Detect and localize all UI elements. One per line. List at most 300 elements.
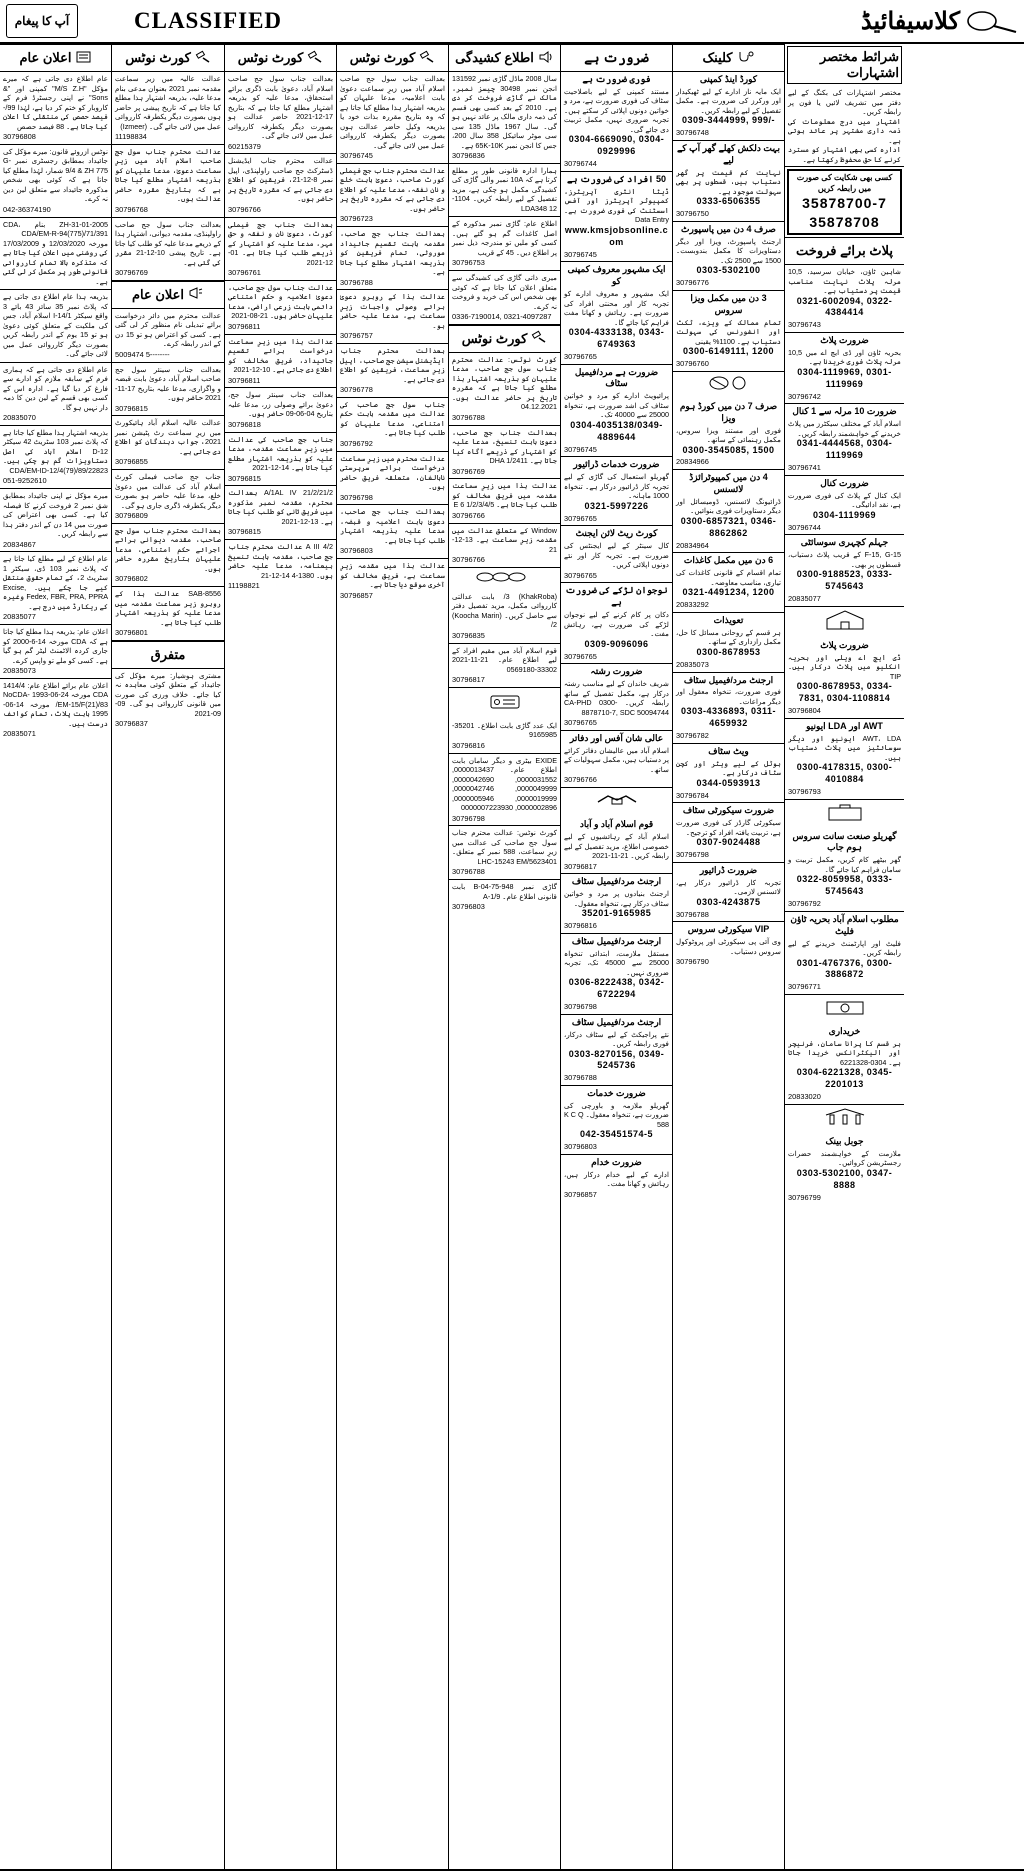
- ad-headline: تعویذات: [713, 614, 744, 625]
- ad-headline: ضرورت ہے مرد/فیمیل سٹاف: [574, 366, 659, 389]
- ad-phone: 0307-9024488: [696, 837, 761, 848]
- ad-reference: 30796799: [788, 1192, 821, 1202]
- ad-reference: 30796815: [228, 473, 261, 483]
- section-title: اطلاع کشیدگی: [455, 50, 534, 65]
- ad-headline: ضرورت کنال: [820, 477, 869, 488]
- ad-reference: 30796753: [452, 258, 485, 268]
- section-header-court-notice: [337, 44, 448, 72]
- ad-item: جہلم کچہری سوسائٹی F-15, G-15 کے قریب پلاٹ دستیاب، قسطوں پر بھی۔ 0300-9188523, 0333-5745643 20835077: [785, 535, 904, 606]
- ad-item: A III 4/2 عدالت محترم جناب جج صاحب، مقدمہ بابت تنسیخ بیعنامہ، مدعا علیہ حاضر ہوں۔ 1380-4 14-12-21 11198821: [228, 542, 334, 591]
- ad-phone: 0303-8270156, 0349-5245736: [568, 1048, 665, 1071]
- ad-phone: 35201-9165985: [581, 908, 652, 919]
- ad-item: ارجنٹ مرد/فیمیل سٹاف فوری ضرورت، تنخواہ معقول اور دیگر مراعات۔ 0303-4336893, 0311-4659932 30796782: [673, 673, 784, 744]
- ad-item: تعویذات ہر قسم کے روحانی مسائل کا حل، مکمل رازداری کے ساتھ۔ 0300-8678953 20835073: [673, 613, 784, 673]
- column-terms-and-property: [784, 44, 904, 1869]
- ad-item: عدالت محترم جناب جج فیملی کورٹ صاحب، دعویٰ بابت خلع و نان نفقہ، مدعا علیہ کو اطلاع دی جاتی ہے کہ مقررہ تاریخ پر حاضر ہوں۔ 30796723: [337, 164, 448, 227]
- ad-reference: 30796836: [452, 151, 485, 160]
- ad-reference: 30796817: [452, 675, 485, 685]
- ad-reference: 30796815: [228, 527, 261, 537]
- page-title-en: CLASSIFIED: [134, 8, 283, 33]
- ad-item: عام اطلاع کے لیے مطلع کیا جاتا ہے کہ پلاٹ نمبر 103 ڈی، سیکٹر 1 سٹریٹ 2، کے تمام حقوق منتقل کیے جا چکے ہیں۔ Excise, Fedex, FBR, PRA, PPRA وغیرہ کے ریکارڈ میں درج ہے۔ 20835077: [0, 552, 111, 625]
- ad-phone: 0304-6669090, 0304-0929996: [568, 134, 665, 157]
- section-title: کورٹ نوٹس: [125, 50, 191, 65]
- ad-phone: 0304-6221328, 0345-2201013: [796, 1067, 893, 1090]
- ad-item: Window کے متعلق عدالت میں مقدمہ زیرِ سماعت ہے۔ 13-12-21 30796766: [449, 524, 560, 568]
- ad-headline: صرف 4 دن میں پاسپورٹ: [681, 223, 776, 234]
- ad-headline: 50 افراد کی ضرورت ہے: [566, 173, 667, 184]
- ad-item: نوجوان لڑکے کی ضرورت ہے دکان پر کام کرنے کے لیے نوجوان لڑکے کی ضرورت ہے، رہائش مفت۔ 0309-9096096 30796765: [561, 583, 672, 664]
- ad-reference: 5009474 5--------: [115, 349, 170, 359]
- ad-item: 6 دن میں مکمل کاغذات تمام اقسام کے قانونی کاغذات کی تیاری، مناسب معاوضہ۔ 0321-4491234, 1200 20833292: [673, 553, 784, 613]
- ad-item: 2/A/1AL IV 21/2/21 بعدالت محترم، مقدمہ نمبر مذکورہ میں فریق ثانی کو طلب کیا جاتا ہے۔ 13-12-2021 30796815: [225, 486, 336, 540]
- ad-reference: 20835073: [676, 659, 709, 669]
- ad-item: بعدالت جناب جج صاحب، مقدمہ بابت تقسیم جائیداد موروثی، تمام فریقین کو بذریعہ اشتہار مطلع کیا جاتا ہے۔ 30796788: [337, 227, 448, 290]
- ad-item: بعدالت جناب سینئر سول جج، دعویٰ برائے وصولی زر، مدعا علیہ بتاریخ 04-06-09 حاضر ہوں۔ 30796818: [225, 388, 336, 432]
- chain-icon-row: [449, 568, 560, 590]
- ad-item: شاہین ٹاؤن، خیابان سرسید، 10,5 مرلہ پلاٹ نہایت مناسب قیمت پر دستیاب ہے۔ 0321-6002094, 0322-4384414 30796743: [785, 265, 904, 333]
- ad-reference: 20833020: [788, 1092, 821, 1102]
- ad-reference: 30796790: [676, 957, 709, 967]
- ad-headline: ضرورت سیکورٹی سٹاف: [682, 805, 775, 816]
- ad-item: عام اطلاع دی جاتی ہے کہ میرے مؤکل "M/S Z.H" کمپنی اور "& Sons" نے اپنی رجسٹرڈ فرم کے کاروبار کو ختم کر دیا ہے، لہٰذا 99/- فیصد حصص کی منتقلی کا اعلان کیا جاتا ہے۔ 88 فیصد حصص 30796808: [0, 72, 111, 145]
- ad-item: بعدالت جناب سینئر سول جج صاحب اسلام آباد، دعویٰ بابت قبضہ و واگزاری، مدعا علیہ بتاریخ 17-11-2021 حاضر ہوں۔ 30796815: [112, 363, 224, 417]
- ad-reference: 30796857: [340, 590, 373, 600]
- ad-reference: 30796766: [452, 555, 485, 565]
- ad-item: ویٹ سٹاف ہوٹل کے لیے ویٹر اور کچن سٹاف درکار ہے۔ 0344-0593913 30796784: [673, 744, 784, 804]
- ad-item: جناب جج صاحب فیملی کورٹ اسلام آباد کی عدالت میں دعویٰ خلع، مدعا علیہ حاضر ہو بصورت دیگر یکطرفہ ڈگری جاری ہو گی۔ 30796809: [112, 470, 224, 524]
- ad-phone: 0333-6506355: [696, 196, 761, 207]
- ad-reference: 30796792: [788, 899, 821, 909]
- ad-item: عدالت محترم میں دائر درخواست برائے تبدیلی نام منظور کر لی گئی ہے۔ کسی کو اعتراض ہو تو 15 دن کے اندر رابطہ کرے۔ 5009474 5--------: [112, 309, 224, 363]
- ad-headline: 4 دن میں کمپیوٹرائزڈ لائسنس: [689, 472, 768, 495]
- ad-headline: مطلوب اسلام آباد بحریہ ٹاؤن فلیٹ: [790, 913, 899, 936]
- ad-item: صرف 4 دن میں پاسپورٹ ارجنٹ پاسپورٹ، ویزا اور دیگر دستاویزات کا مکمل بندوبست۔ 1500 سے 2500 تک۔ 0303-5302100 30796776: [673, 222, 784, 291]
- ad-item: عدالت ہذا میں زیرِ سماعت درخواست برائے تقسیم جائیداد، فریق مخالف کو اطلاع دی جاتی ہے۔ 10-12-2021 30796811: [225, 335, 336, 389]
- ad-phone: 0309-9096096: [584, 638, 649, 649]
- ad-item: EXIDE بیٹری و دیگر سامان بابت اطلاع عام۔ 0000013437, 0000031552, 0000042690, 0000049999, 0000042746, 0000019999, 0000005946, 0000002896, 0000007223930 30796798: [449, 754, 560, 827]
- terms-item: مختصر اشتہارات کی بکنگ کے لیے دفتر میں تشریف لائیں یا فون پر رابطہ کریں۔: [788, 88, 901, 116]
- ad-reference: 20835077: [788, 593, 821, 603]
- section-title: کورٹ نوٹس: [461, 330, 528, 346]
- ad-phone: 0321-5997226: [584, 500, 649, 511]
- section-header-zarurat-hai: [561, 44, 672, 72]
- ad-item: صرف 7 دن میں کورڈ ہوم ویزا فوری اور مستند ویزا سروس، مکمل رہنمائی کے ساتھ۔ 0300-3545085, 1500 20834966: [673, 399, 784, 470]
- ad-phone: 0322-8059958, 0333-5745643: [796, 874, 893, 897]
- ad-reference: 30796803: [340, 546, 373, 556]
- ad-reference: 30796742: [788, 391, 821, 401]
- section-title: کورٹ نوٹس: [349, 50, 416, 65]
- gavel-icon: [195, 50, 211, 67]
- ad-item: عدالت محترم جناب سول جج صاحب اسلام آباد میں زیرِ سماعت دعویٰ، مدعا علیہان کو بذریعہ اشتہار مطلع کیا جاتا ہے کہ بتاریخ مقررہ حاضر عدالت ہوں۔ 30796768: [112, 145, 224, 218]
- speaker-icon: [538, 50, 554, 67]
- briefcase-icon-row: [785, 800, 904, 829]
- ad-item: ضرورت ہے مرد/فیمیل سٹاف پرائیویٹ ادارے کو مرد و خواتین سٹاف کی اشد ضرورت ہے، تنخواہ 25000 سے 40000 تک۔ 0304-4035138/0349-4889644 30796745: [561, 365, 672, 458]
- ad-item: بعدالت جناب جج فیملی کورٹ، دعویٰ نان و نفقہ و حق مہر، مدعا علیہ کو اشتہار کے ذریعے طلب کیا جاتا ہے۔ 01-12-2021 30796761: [225, 218, 336, 281]
- ad-phone: 0344-0593913: [696, 777, 761, 788]
- section-header-clinic: [673, 44, 784, 72]
- ad-item: ضرورت ڈرائیور تجربہ کار ڈرائیور درکار ہے، لائسنس لازمی۔ 0303-4243875 30796788: [673, 863, 784, 923]
- column-zarurat-hai: [560, 44, 672, 1869]
- scroll-icon: [76, 50, 92, 67]
- ad-item: بذریعہ ہذا عام اطلاع دی جاتی ہے کہ پلاٹ نمبر 35 سائز 43 بائے 3 واقع سیکٹر I-14/1 اسلام آباد، جس کی ملکیت کے متعلق کوئی دعویٰ ہو تو 15 یوم کے اندر رابطہ کریں بصورت دیگر کارروائی عمل میں لائی جائے گی۔: [0, 290, 111, 363]
- house-icon-row: [785, 607, 904, 638]
- ad-reference: 30796766: [452, 510, 485, 520]
- ad-headline: خریداری: [828, 1026, 861, 1037]
- ad-headline: قوم اسلام آباد و آباد: [579, 819, 654, 830]
- section-header-court-notice-2: [449, 325, 560, 353]
- terms-item: ادارہ کسی بھی اشتہار کو مسترد کرنے کا حق محفوظ رکھتا ہے۔: [788, 145, 901, 164]
- masthead: [0, 0, 1024, 44]
- ad-reference: 20835073: [3, 666, 36, 676]
- ad-phone: 0301-4767376, 0300-3886872: [796, 957, 893, 980]
- ad-reference: 11198834: [115, 132, 147, 141]
- ad-phone: 0300-8678953, 0334-7831, 0304-1108814: [796, 681, 893, 703]
- briefcase-icon: [823, 802, 867, 827]
- ad-headline: صرف 7 دن میں کورڈ ہوم ویزا: [679, 400, 778, 423]
- ad-reference: 30796761: [228, 268, 261, 278]
- ad-item: کورڈ اینڈ کمپنی ایک مایہ ناز ادارے کے لیے ٹھیکیدار اور ورکرز کی ضرورت ہے۔ مکمل تفصیل کے لیے رابطہ کریں۔ 0309-3444999, 999/- 30796748: [673, 72, 784, 141]
- ad-headline: ایک مشہور معروف کمپنی کو: [567, 264, 666, 287]
- ad-item: AWT اور LDA ایونیو AWT، LDA ایونیو اور دیگر سوسائٹیز میں پلاٹ دستیاب ہیں۔ 0300-4178315, 0300-4010884 30796793: [785, 719, 904, 800]
- ad-reference: 30796757: [340, 331, 373, 341]
- ad-item: 3 دن میں مکمل ویزا سروس تمام ممالک کے ویزے، ٹکٹ اور انشورنس کی سہولت دستیاب ہے۔ 1100% یقینی 0300-6149111, 1200 30796760: [673, 291, 784, 372]
- ad-item: VIP سیکورٹی سروس وی آئی پی سیکورٹی اور پروٹوکول سروس دستیاب۔ 30796790: [676, 924, 781, 967]
- column-itlaa-kashidgi: [448, 44, 560, 1869]
- ad-reference: 20833292: [676, 600, 709, 610]
- ad-reference: 30796803: [564, 1142, 597, 1152]
- ad-headline: ضرورت 10 مرلہ سے 1 کنال: [792, 406, 897, 417]
- ad-reference: 30796748: [676, 128, 709, 138]
- ad-item: اطلاع عام: گاڑی نمبر مذکورہ کے اصل کاغذات گم ہو گئے ہیں۔ کسی کو ملیں تو مندرجہ ذیل نمبر پر اطلاع دیں۔ 45 کے قریب 30796753: [449, 217, 560, 271]
- ad-item: اعلان عام برائے اطلاع عام: 1414/4 CDA مورخہ 24-06-1993 NoCDA-EM-15/F(21)/83/ مورخہ 14-06-1995 بابت پلاٹ، تمام کوائف درست ہیں۔ 20835071: [3, 680, 108, 739]
- ad-reference: 30796778: [340, 385, 373, 395]
- ad-phone: 0341-4444568, 0304-1119969: [796, 438, 893, 461]
- ad-phone: 0300-3545085, 1500: [682, 444, 775, 455]
- ad-headline: ضرورت رشتہ: [590, 666, 643, 677]
- ad-reference: 30796745: [340, 151, 373, 160]
- ad-reference: 30796745: [564, 444, 597, 454]
- section-title: اعلان عام: [131, 286, 185, 302]
- ad-reference: 30796798: [452, 813, 485, 823]
- ad-phone: 0300-6857321, 0346-8862862: [680, 515, 777, 538]
- ad-headline: ارجنٹ مرد/فیمیل سٹاف: [571, 1016, 662, 1027]
- ad-reference: 30796792: [340, 438, 373, 448]
- section-header-ailan-aam-2: [112, 281, 224, 309]
- gavel-icon: [419, 50, 435, 67]
- ad-reference: 30796771: [788, 982, 821, 992]
- ad-item: میری ذاتی گاڑی کی کشیدگی سے متعلق اعلان کیا جاتا ہے کہ کوئی بھی شخص اس کی خرید و فروخت نہ کرے۔ 0336-7190014, 0321-4097287: [449, 271, 560, 325]
- section-header-court-notice: [225, 44, 336, 72]
- ad-reference: 30796788: [340, 277, 373, 287]
- section-header-plots: [785, 237, 904, 265]
- ad-reference: 30796765: [564, 718, 597, 728]
- section-title: ضرورت ہے: [584, 50, 649, 65]
- ad-reference: 30796798: [340, 492, 373, 502]
- ad-reference: 30796782: [676, 731, 709, 741]
- ad-phone: 0303-5302100, 0347-8888: [796, 1167, 893, 1190]
- ad-item: سال 2008 ماڈل گاڑی نمبر 131592 انجن نمبر 30498 چیسز نمبر، مالک نے گاڑی فروخت کر دی ہے۔ 2010 کے بعد کسی بھی قسم کی ذمہ داری مالک پر عائد نہیں ہو گی۔ سال 1967 ماڈل 135 سی سی موٹر سائیکل 358 سال 200، جس کا انجن نمبر 65K-10K ہے۔ 30796836: [449, 72, 560, 164]
- ad-reference: 30796817: [564, 861, 597, 871]
- ad-reference: 30796769: [452, 466, 485, 476]
- masthead-right: [861, 7, 1018, 36]
- ad-item: ZH-31-01-2005 بنام CDA، CDA/EM-R-94(775)/71/391 مورخہ 12/03/2020 و 17/03/2009 کی روشنی میں اعلان کیا جاتا ہے کہ متذکرہ بالا تمام کارروائی قانونی طور پر مکمل کر لی گئی ہے۔: [0, 218, 111, 291]
- ad-item: کورٹ نوٹس: عدالت محترم جناب سول جج صاحب، مدعا علیہان کو بذریعہ اشتہار ہذا مطلع کیا جاتا ہے کہ مقررہ تاریخ پر حاضر عدالت ہوں۔ 04.12.2021 30796788: [449, 353, 560, 426]
- ad-headline: 3 دن میں مکمل ویزا سروس: [690, 292, 767, 315]
- ad-reference: 30796788: [676, 909, 709, 919]
- ad-item: ارجنٹ مرد/فیمیل سٹاف مستقل ملازمت، ابتدائی تنخواہ 25000 سے 45000 تک، تجربہ ضروری نہیں۔ 0306-8222438, 0342-6722294 30796798: [561, 934, 672, 1015]
- ad-reference: 30796788: [452, 412, 485, 422]
- ad-reference: 30796815: [115, 403, 148, 413]
- ad-item: ضرورت خدام ادارے کے لیے خدام درکار ہیں، رہائش و کھانا مفت۔ 30796857: [564, 1157, 669, 1199]
- ad-headline: کورڈ اینڈ کمپنی: [699, 74, 758, 84]
- ad-headline: ارجنٹ مرد/فیمیل سٹاف: [571, 935, 662, 946]
- ad-headline: جوبل بینک: [825, 1135, 864, 1146]
- page-title-ur: کلاسیفائیڈ: [860, 7, 960, 35]
- ad-item: ضرورت خدمات گھریلو ملازمہ و باورچی کی ضرورت ہے، تنخواہ معقول۔ K C Q 588 042-35451574-5 30796803: [561, 1086, 672, 1155]
- ad-headline: ضرورت خدام: [591, 1157, 642, 1168]
- column-clinic: [672, 44, 784, 1869]
- ad-reference: 30796744: [564, 159, 597, 169]
- ad-headline: VIP سیکورٹی سروس: [687, 924, 770, 935]
- ad-reference: 30796750: [676, 209, 709, 219]
- ad-reference: 30796808: [3, 132, 36, 141]
- ad-headline: عالی شان آفس اور دفاتر: [569, 733, 664, 743]
- ad-item: 50 افراد کی ضرورت ہے ڈیٹا انٹری آپریٹرز، کمپیوٹر آپریٹرز اور آفس اسسٹنٹ کی فوری ضرورت ہے۔ Data Entry www.kmsjobsonline.com 30796745: [561, 172, 672, 262]
- section-header-mutafarraq: [112, 641, 224, 669]
- bank-icon-row: [785, 1105, 904, 1134]
- section-header-court-notice: [112, 44, 224, 72]
- ad-item: جناب سول جج صاحب کی عدالت میں مقدمہ بابت حکم امتناعی، مدعا علیہان کو طلب کیا جاتا ہے۔ 30796792: [337, 398, 448, 452]
- ad-phone: 0304-4035138/0349-4889644: [570, 419, 663, 442]
- ad-item: جناب جج صاحب کی عدالت میں زیرِ سماعت مقدمہ، مدعا علیہ کو بذریعہ اشتہار مطلع کیا جاتا ہے۔ 14-12-2021 30796815: [225, 433, 336, 487]
- ad-headline: ارجنٹ مرد/فیمیل سٹاف: [683, 674, 774, 685]
- terms-list: [785, 86, 904, 167]
- classified-columns: [0, 44, 1024, 1869]
- ad-item: عدالت ہذا میں زیرِ سماعت مقدمہ میں فریق مخالف کو طلب کیا جاتا ہے۔ 1/2/3/4/5 E 6 30796766: [449, 479, 560, 523]
- ad-reference: 30796765: [564, 513, 597, 523]
- ad-item: فوری ضرورت ہے مستند کمپنی کے لیے باصلاحیت سٹاف کی فوری ضرورت ہے، مرد و خواتین دونوں اپلائی کر سکتے ہیں۔ تجربہ ضروری نہیں، مکمل تربیت دی جائے گی۔ 0304-6669090, 0304-0929996 30796744: [561, 72, 672, 172]
- ad-item: مشتری ہوشیار: میرے مؤکل کی جائیداد کے متعلق کوئی معاہدہ نہ کیا جائے۔ خلاف ورزی کی صورت میں قانونی کارروائی ہو گی۔ 09-09-2021 30796837: [115, 670, 221, 729]
- ad-headline: گھریلو صنعت سانت سروس ہوم جاب: [792, 830, 897, 853]
- ad-item: ضرورت خدمات ڈرائیور گھریلو استعمال کی گاڑی کے لیے تجربہ کار ڈرائیور درکار ہے۔ تنخواہ 1000 ماہانہ۔ 0321-5997226 30796765: [561, 457, 672, 526]
- ad-item: نوٹس ازروئے قانون: میرے مؤکل کی جائیداد بمطابق رجسٹری نمبر G-9/4 & ZH 775 شمار، لہٰذا مطلع کیا جاتا ہے کہ کوئی بھی شخص مذکورہ جائیداد سے متعلق لین دین نہ کرے۔ 042-36374190: [0, 145, 111, 218]
- ad-phone: 042-35451574-5: [579, 1129, 654, 1140]
- ad-phone: 0303-5302100: [696, 265, 761, 276]
- ad-reference: 30796801: [115, 628, 148, 638]
- ad-phone: 0300-4178315, 0300-4010884: [796, 762, 893, 784]
- house-icon: [821, 609, 869, 636]
- column-ailan-aam-1: [0, 44, 111, 1869]
- ad-reference: 30796766: [228, 204, 261, 214]
- complaint-phone-1[interactable]: 35878700-7: [802, 195, 887, 212]
- ad-reference: 30796857: [564, 1189, 597, 1199]
- ad-item: 4 دن میں کمپیوٹرائزڈ لائسنس ڈرائیونگ لائسنس، ڈومیسائل اور دیگر دستاویزات فوری بنوائیں۔ 0300-6857321, 0346-8862862 20834964: [673, 470, 784, 553]
- ad-item: کورٹ ریٹ لائن ایجنٹ کال سینٹر کے لیے ایجنٹس کی ضرورت ہے۔ تجربہ کار اور نئے دونوں اپلائی کریں۔ 30796765: [561, 526, 672, 583]
- ad-reference: 30796784: [676, 790, 709, 800]
- gavel-icon: [307, 50, 323, 67]
- ad-item: اعلان عام: بذریعہ ہذا مطلع کیا جاتا ہے کہ CDA مورخہ 14-6-2000 کو جاری کردہ الاٹمنٹ لیٹر گم ہو گیا ہے۔ کسی کو ملے تو واپس کرے۔ 20835073: [0, 625, 111, 679]
- pills-icon-row: [673, 372, 784, 399]
- ad-reference: 30796809: [115, 511, 148, 521]
- ad-headline: AWT اور LDA ایونیو: [806, 720, 883, 731]
- ad-item: عدالت محترم جناب ایڈیشنل ڈسٹرکٹ جج صاحب راولپنڈی، اپیل نمبر 8-12-21، فریقین کو اطلاع دی جاتی ہے کہ مقررہ تاریخ پر حاضر ہوں۔ 30796766: [225, 154, 336, 217]
- ad-reference: 0336-7190014, 0321-4097287: [452, 312, 552, 322]
- ad-headline: ضرورت خدمات ڈرائیور: [573, 459, 660, 470]
- ad-reference: 30796745: [564, 249, 597, 259]
- ad-item: بعدالت محترم جناب ایڈیشنل سیشن جج صاحب، اپیل زیرِ سماعت، فریقین کو اطلاع دی جاتی ہے۔ 30796778: [337, 344, 448, 398]
- ad-reference: 30796837: [115, 719, 148, 729]
- publisher-logo: آپ کا پیغام: [6, 4, 78, 38]
- ad-headline: ضرورت خدمات: [587, 1088, 646, 1099]
- ad-phone: 0303-4336893, 0311-4659932: [680, 706, 777, 729]
- ad-headline: فوری ضرورت ہے: [582, 74, 651, 84]
- ad-reference: 042-36374190: [3, 204, 51, 214]
- column-court-notice-2: [224, 44, 336, 1869]
- ad-item: جوبل بینک ملازمت کے خواہشمند حضرات رجسٹریشن کروائیں۔ 0303-5302100, 0347-8888 30796799: [788, 1135, 901, 1202]
- ad-phone: 0306-8222438, 0342-6722294: [568, 977, 665, 1000]
- ad-reference: 30796855: [115, 457, 148, 467]
- ad-reference: 30796793: [788, 786, 821, 796]
- ad-item: ضرورت کنال ایک کنال کے پلاٹ کی فوری ضرورت ہے، نقد ادائیگی۔ 0304-1119969 30796744: [785, 476, 904, 536]
- ad-reference: 30796769: [115, 268, 148, 278]
- ad-reference: 051-9252610: [3, 476, 47, 486]
- ad-reference: 30796765: [564, 351, 597, 361]
- ad-phone: 0300-6149111, 1200: [682, 346, 775, 357]
- ad-reference: 30796788: [452, 867, 485, 877]
- ad-reference: 30796741: [788, 463, 821, 473]
- section-title: کلینک: [702, 50, 733, 65]
- ad-reference: 30796765: [564, 570, 597, 580]
- section-title: متفرق: [150, 646, 186, 662]
- ad-item: ضرورت پلاٹ بحریہ ٹاؤن اور ڈی ایچ اے میں 10,5 مرلہ پلاٹ فوری خریدنا ہے۔ 0304-1119969, 0301-1119969 30796742: [785, 333, 904, 404]
- ad-item: بذریعہ اشتہار ہذا مطلع کیا جاتا ہے کہ پلاٹ نمبر 103 سٹریٹ 42 سیکٹر D-12 اسلام آباد کی اصل دستاویزات گم ہو چکی ہیں۔ CDA/EM-ID-12/4(79)/89/22823 051-9252610: [0, 426, 111, 489]
- ad-headline: 6 دن میں مکمل کاغذات: [683, 555, 774, 566]
- ad-headline: ضرورت پلاٹ: [820, 335, 869, 346]
- ad-item: بعدالت جناب جج صاحب، دعویٰ بابت تنسیخ، مدعا علیہ کو اشتہار کے ذریعے آگاہ کیا جاتا ہے۔ DHA 1/2411 30796769: [449, 426, 560, 480]
- ad-item: بعدالت محترم جناب سول جج صاحب، مقدمہ دیوانی برائے اجرائے حکم امتناعی، مدعا علیہان بتاریخ مقررہ حاضر ہوں۔ 30796802: [112, 524, 224, 587]
- megaphone-icon: [188, 286, 204, 303]
- ad-item: (KhakRoba) 3/ بابت عدالتی کارروائی مکمل، مزید تفصیل دفتر سے حاصل کریں۔ (Koocha Marin) 2/ 30796835: [449, 590, 560, 644]
- ad-phone: 0321-6002094, 0322-4384414: [796, 295, 893, 318]
- ad-reference: 30796788: [564, 1073, 597, 1083]
- ad-headline: ضرورت ڈرائیور: [699, 864, 758, 875]
- money-icon: [822, 997, 868, 1022]
- ad-headline: بہت دلکش کھلے گھر آپ کے لیے: [677, 143, 780, 165]
- ad-item: میرے مؤکل نے اپنی جائیداد بمطابق شق نمبر 2 فروخت کرنے کا فیصلہ کیا ہے۔ کسی بھی اعتراض کی صورت میں 14 دن کے اندر دفتر ہذا سے رابطہ کریں۔ 20834867: [0, 489, 111, 552]
- complaint-box: [787, 169, 902, 235]
- ad-phone: 0309-3444999, 999/-: [681, 115, 776, 126]
- ad-reference: 30796768: [115, 204, 148, 214]
- ad-item: بعدالت جناب سول جج صاحب اسلام آباد، دعویٰ بابت ڈگری برائے استحقاق، مدعا علیہ کو بذریعہ اشتہار مطلع کیا جاتا ہے کہ بتاریخ 17-12-2021 حاضر عدالت ہو بصورت دیگر یکطرفہ کارروائی عمل میں لائی جائے گی۔ 60215379: [225, 72, 336, 154]
- complaint-phone-2[interactable]: 35878708: [809, 213, 880, 230]
- ad-reference: 30796743: [788, 320, 821, 330]
- section-title: کورٹ نوٹس: [237, 50, 304, 65]
- gavel-icon: [531, 330, 547, 347]
- ad-reference: 30796816: [452, 740, 485, 750]
- ad-reference: 30796744: [788, 522, 821, 532]
- ad-reference: 20835071: [3, 729, 36, 739]
- section-title: پلاٹ برائے فروخت: [796, 243, 893, 259]
- ad-item: عدالت محترم میں زیرِ سماعت درخواست برائے سرپرستی نابالغان، متعلقہ فریق حاضر ہوں۔ 30796798: [337, 452, 448, 506]
- ad-item: SAB-8556 عدالت ہذا کے روبرو زیر سماعت مقدمہ میں مدعا علیہ کو بذریعہ اشتہار طلب کیا جاتا ہے۔ 30796801: [112, 587, 224, 641]
- ad-item: بعدالت جناب سول جج صاحب اسلام آباد میں زیرِ سماعت دعویٰ بابت اعلامیہ، مدعا علیہان کو بذریعہ اشتہار ہذا مطلع کیا جاتا ہے کہ وہ بتاریخ مقررہ بذات خود یا بذریعہ وکیل حاضر عدالت ہوں بصورت دیگر یکطرفہ کارروائی عمل میں لائی جائے گی۔ 30796745: [337, 72, 448, 164]
- ad-item: ہمارا ادارہ قانونی طور پر مطلع کرتا ہے کہ 10A نمبر والی گاڑی کی کشیدگی مکمل ہو چکی ہے، مزید تفصیل کے لیے رابطہ کریں۔ 1104-12 LDA348: [449, 164, 560, 218]
- section-header-terms: [787, 46, 902, 84]
- section-title: اعلان عام: [19, 50, 72, 65]
- stethoscope-icon: [737, 50, 755, 67]
- money-icon-row: [785, 995, 904, 1024]
- telephone-icon: [485, 690, 525, 717]
- ad-reference: 30796818: [228, 419, 261, 429]
- ad-headline: جہلم کچہری سوسائٹی: [800, 537, 889, 548]
- ad-reference: 30796804: [788, 705, 821, 715]
- phone-icon-row: [449, 688, 560, 719]
- ad-item: ضرورت پلاٹ ڈی ایچ اے ویلی اور بحریہ انکلیو میں پلاٹ درکار ہیں۔ TIP 0300-8678953, 0334-7831, 0304-1108814 30796804: [785, 638, 904, 719]
- ad-item: بہت دلکش کھلے گھر آپ کے لیے نہایت کم قیمت پر گھر دستیاب ہیں، قسطوں پر بھی سہولت موجود ہے۔ 0333-6506355 30796750: [673, 141, 784, 222]
- ad-headline: ارجنٹ مرد/فیمیل سٹاف: [571, 876, 662, 887]
- ad-item: ضرورت 10 مرلہ سے 1 کنال اسلام آباد کے مختلف سیکٹرز میں پلاٹ خریدنے کے خواہشمند رابطہ کریں۔ 0341-4444568, 0304-1119969 30796741: [785, 404, 904, 475]
- ad-reference: 11198821: [228, 581, 260, 591]
- ad-reference: 30796835: [452, 630, 485, 640]
- chain-icon: [475, 570, 535, 588]
- ad-item: عدالت عالیہ میں زیر سماعت مقدمہ نمبر 2021 بعنوان مدعی بنام مدعا علیہ، بذریعہ اشتہار ہذا مطلع کیا جاتا ہے کہ تاریخ پیشی پر حاضر ہوں بصورت دیگر یکطرفہ کارروائی عمل میں لائی جائے گی۔ (Izmeer) 11198834: [112, 72, 224, 145]
- ad-reference: 30796802: [115, 574, 148, 584]
- ad-phone: 0304-1119969, 0301-1119969: [797, 366, 892, 389]
- section-title: شرائط مختصر اشتہارات: [820, 49, 899, 80]
- ad-reference: 60215379: [228, 141, 261, 151]
- ad-reference: 30796765: [564, 651, 597, 661]
- ad-reference: 30796798: [676, 850, 709, 860]
- ad-reference: 30796766: [564, 775, 597, 785]
- pills-icon: [707, 374, 751, 397]
- ad-headline: کورٹ ریٹ لائن ایجنٹ: [575, 528, 658, 539]
- ad-headline: ویٹ سٹاف: [708, 745, 749, 756]
- ad-reference: 20834867: [3, 539, 36, 549]
- ad-reference: 30796723: [340, 214, 373, 224]
- ad-phone: 0300-8678953: [696, 646, 761, 657]
- ad-item: مطلوب اسلام آباد بحریہ ٹاؤن فلیٹ فلیٹ اور اپارٹمنٹ خریدنے کے لیے رابطہ کریں۔ 0301-4767376, 0300-3886872 30796771: [785, 912, 904, 995]
- column-court-notice-3: [336, 44, 448, 1869]
- ad-item: ضرورت رشتہ شریف خاندان کے لیے مناسب رشتہ درکار ہے، مکمل تفصیل کے ساتھ رابطہ کریں۔ CA-PHD 0300-8878710-7, SDC 50094744 30796765: [561, 664, 672, 731]
- ad-item: قوم اسلام آباد میں مقیم افراد کے لیے اطلاع عام۔ 21-11-2021 33302-0569180 30796817: [449, 644, 560, 688]
- ad-item: ضرورت سیکورٹی سٹاف سیکورٹی گارڈز کی فوری ضرورت ہے، تربیت یافتہ افراد کو ترجیح۔ 0307-9024488 30796798: [673, 803, 784, 863]
- ad-reference: 30796798: [564, 1001, 597, 1011]
- handshake-icon: [594, 790, 640, 815]
- handshake-icon-row: [561, 788, 672, 817]
- ad-item: عدالت جناب سول جج صاحب، دعویٰ اعلامیہ و حکم امتناعی دائمی بابت زرعی اراضی، مدعا علیہان حاضر ہوں۔ 21-08-2021 30796811: [225, 281, 336, 335]
- ad-item: عدالت ہذا کے روبرو دعویٰ برائے وصولی واجبات زیرِ سماعت ہے، مدعا علیہ حاضر ہو۔ 30796757: [337, 290, 448, 344]
- ad-item: عام اطلاع دی جاتی ہے کہ ہماری فرم کے سابقہ ملازم کو ادارے سے فارغ کر دیا گیا ہے۔ ادارہ اس کے کسی بھی قسم کے لین دین کا ذمہ دار نہیں ہو گا۔ 20835070: [0, 363, 111, 426]
- ad-item: ایک مشہور معروف کمپنی کو ایک مشہور و معروف ادارے کو تجربہ کار اور محنتی افراد کی ضرورت ہے۔ رہائش و کھانا مفت فراہم کیا جائے گا۔ 0304-4333138, 0343-6749363 30796765: [561, 262, 672, 364]
- complaint-text: کسی بھی شکایت کی صورت میں رابطہ کریں 35878700-7 35878708: [791, 173, 898, 231]
- ad-reference: 20835070: [3, 413, 36, 423]
- ad-item: ارجنٹ مرد/فیمیل سٹاف ارجنٹ بنیادوں پر مرد و خواتین سٹاف درکار ہے، تنخواہ معقول۔ 35201-9165985 30796816: [561, 874, 672, 934]
- masthead-left: [6, 4, 282, 38]
- ad-phone: 0300-9188523, 0333-5745643: [796, 569, 893, 592]
- ad-phone: 0321-4491234, 1200: [682, 587, 775, 598]
- ad-headline: ضرورت پلاٹ: [820, 639, 869, 650]
- ad-item: گاڑی نمبر 948-75-B-04 بابت قانونی اطلاع عام۔ 9/A-1 30796803: [452, 882, 557, 912]
- ad-headline: نوجوان لڑکے کی ضرورت ہے: [565, 585, 668, 608]
- ad-item: ایک عدد گاڑی بابت اطلاع۔ 35201-9165985 30796816: [449, 719, 560, 754]
- ad-reference: 30796816: [564, 921, 597, 931]
- ad-item: بعدالت جناب جج صاحب، دعویٰ بابت اعلامیہ و قبضہ، مدعا علیہ بذریعہ اشتہار طلب کیا جاتا ہے۔ 30796803: [337, 505, 448, 559]
- ad-reference: 20834964: [676, 540, 709, 550]
- ad-phone: 0304-4333138, 0343-6749363: [568, 327, 665, 349]
- ad-reference: 20834966: [676, 457, 709, 467]
- ad-item: ارجنٹ مرد/فیمیل سٹاف نئے پراجیکٹ کے لیے سٹاف درکار، فوری رابطہ کریں۔ 0303-8270156, 0349-5245736 30796788: [561, 1015, 672, 1086]
- ad-website: www.kmsjobsonline.com: [564, 224, 669, 247]
